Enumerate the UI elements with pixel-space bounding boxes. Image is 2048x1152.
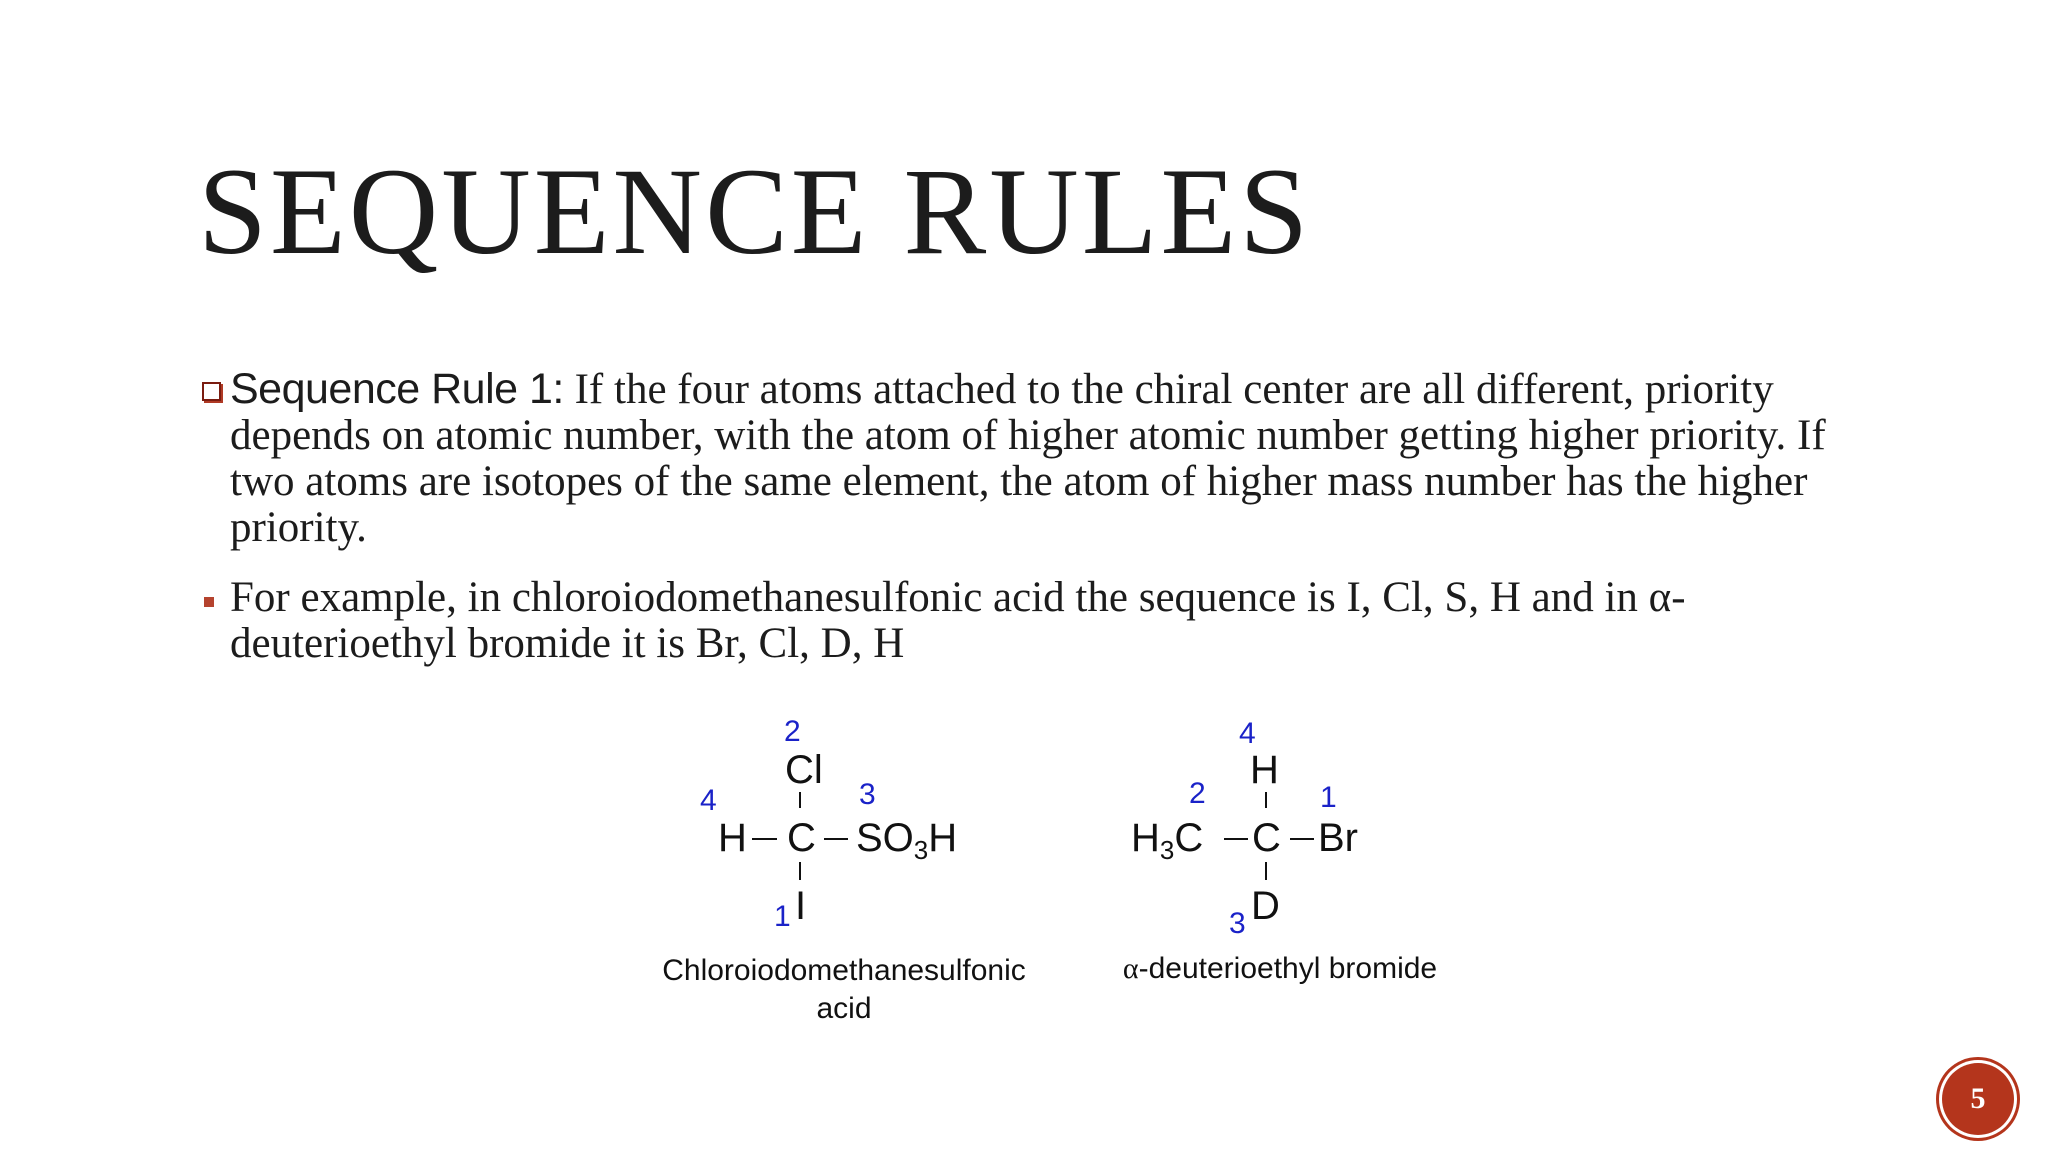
page-number-badge: 5 xyxy=(1942,1063,2014,1135)
bullet-list xyxy=(198,366,1878,667)
bond xyxy=(799,792,801,808)
bullet-sequence-rule-1 xyxy=(198,366,1878,551)
alpha-symbol: α xyxy=(1648,574,1672,621)
priority-number: 3 xyxy=(859,778,876,811)
atom-left: $H_3C$ xyxy=(1131,816,1204,865)
hollow-square-icon xyxy=(202,382,221,401)
rule-text: If the four atoms attached to the chiral center are all different, priority depends on atomic number, with the atom of higher atomic number getting higher priority. If two atoms are isotopes of the same element, the atom of higher mass number has the higher priority. xyxy=(230,366,1826,551)
bond xyxy=(1265,862,1267,880)
atom-right: Br xyxy=(1318,816,1358,860)
priority-number: 2 xyxy=(1189,777,1206,810)
atom-top: Cl xyxy=(785,748,823,792)
priority-number: 1 xyxy=(774,900,791,933)
molecule-caption: α-deuterioethyl bromide xyxy=(1122,952,1438,985)
priority-number: 1 xyxy=(1320,781,1337,814)
atom-center: C xyxy=(1252,816,1281,860)
atom-left: H xyxy=(718,816,747,860)
example-text-line1: For example, in chloroiodomethanesulfonic acid the sequence is I, Cl, S, H and in xyxy=(230,574,1638,621)
priority-number: 4 xyxy=(700,784,717,817)
example-text-line2: -deuterioethyl bromide it is Br, Cl, D, H xyxy=(230,574,1686,667)
rule-label: Sequence Rule 1: xyxy=(230,365,564,413)
atom-right: $SO_3H$ xyxy=(856,816,958,865)
atom-bottom: D xyxy=(1251,884,1280,928)
priority-number: 4 xyxy=(1239,717,1256,750)
slide-title: SEQUENCE RULES xyxy=(198,143,1312,280)
bond xyxy=(799,862,801,880)
bond xyxy=(752,838,777,840)
atom-bottom: I xyxy=(795,884,807,928)
bond xyxy=(1290,838,1314,840)
atom-top: H xyxy=(1250,748,1279,792)
priority-number: 2 xyxy=(784,715,801,748)
bond xyxy=(1265,792,1267,808)
molecule-caption: Chloroiodomethanesulfonic acid xyxy=(662,954,1026,1025)
atom-center: C xyxy=(787,816,816,860)
priority-number: 3 xyxy=(1229,907,1246,940)
bond xyxy=(824,838,848,840)
bond xyxy=(1224,838,1248,840)
bullet-example xyxy=(198,575,1878,667)
filled-square-icon xyxy=(204,597,214,607)
